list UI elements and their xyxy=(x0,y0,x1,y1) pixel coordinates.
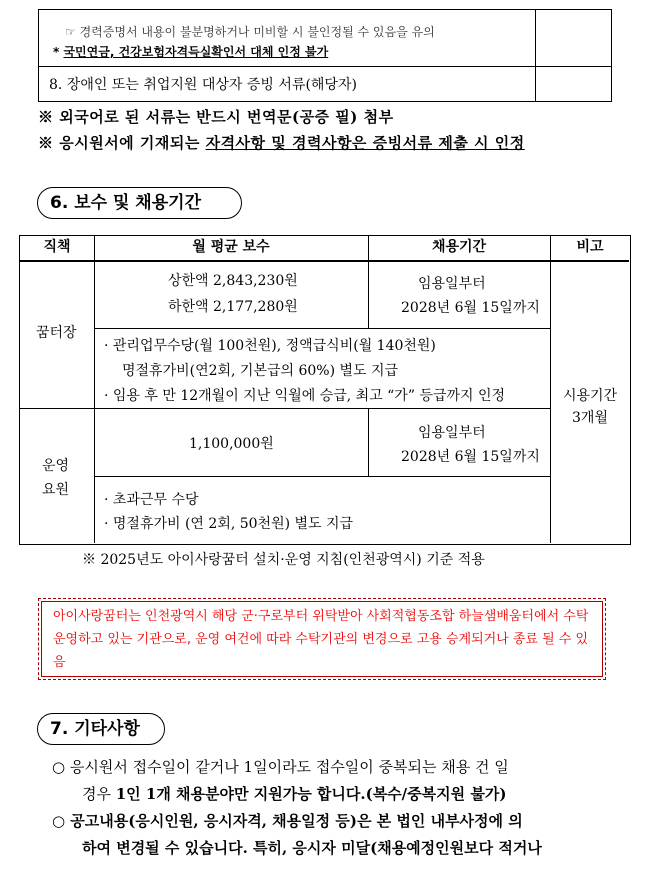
probation-label: 시용기간 xyxy=(562,388,618,404)
pay-lower-limit: 하한액 2,177,280원 xyxy=(168,299,298,315)
requirements-row-8 xyxy=(39,66,611,101)
allowance-overtime: · 초과근무 수당 xyxy=(104,492,199,508)
operator-notice-text: 아이사랑꿈터는 인천광역시 해당 군·구로부터 위탁받아 사회적협동조합 하늘샘배움터에서 수탁 운영하고 있는 기관으로, 운영 여건에 따라 수탁기관의 변경으로 고용 승계되거나 종료 될 수 있음 xyxy=(53,609,589,670)
pay-table xyxy=(19,235,631,545)
asterisk-mark: * xyxy=(53,45,60,59)
misc-item-2-line2: 하여 변경될 수 있습니다. 특히, 응시자 미달(채용예정인원보다 적거나 xyxy=(82,839,542,857)
header-remarks: 비고 xyxy=(576,239,604,255)
pay-upper-limit: 상한액 2,843,230원 xyxy=(168,273,298,289)
certification-warning-prefix: ※ 응시원서에 기재되는 xyxy=(38,134,206,152)
misc-item-2-line1: ○ 공고내용(응시인원, 응시자격, 채용일정 등)은 본 법인 내부사정에 의 xyxy=(52,812,523,830)
header-monthly-pay: 월 평균 보수 xyxy=(192,239,270,255)
insurance-note xyxy=(53,43,328,60)
header-employment-period: 채용기간 xyxy=(431,239,487,255)
misc-item-1-line1: ○ 응시원서 접수일이 같거나 1일이라도 접수일이 중복되는 채용 건 일 xyxy=(52,758,509,776)
section-6-heading: 6. 보수 및 채용기간 xyxy=(37,187,242,219)
translation-warning: ※ 외국어로 된 서류는 반드시 번역문(공증 필) 첨부 xyxy=(38,108,394,126)
misc-item-1-line2 xyxy=(82,779,506,809)
misc-item-1-bold: 1인 1개 채용분야만 지원가능 합니다.(복수/중복지원 불가) xyxy=(115,785,507,803)
pay-guideline-note: ※ 2025년도 아이사랑꿈터 설치·운영 지침(인천광역시) 기준 적용 xyxy=(82,552,485,568)
section-7-heading: 7. 기타사항 xyxy=(37,713,165,745)
pointing-finger-icon: ☞ xyxy=(65,25,76,39)
role-operator-line1: 운영 xyxy=(42,458,70,474)
insurance-note-text: 국민연금, 건강보험자격득실확인서 대체 인정 불가 xyxy=(63,45,329,59)
requirements-row-notes xyxy=(39,10,611,67)
promotion-rule: · 임용 후 만 12개월이 지난 익월에 승급, 최고 “가” 등급까지 인정 xyxy=(104,388,506,404)
allowance-holiday: 명절휴가비(연2회, 기본급의 60%) 별도 지급 xyxy=(122,363,399,379)
probation-duration: 3개월 xyxy=(572,410,608,426)
misc-item-1-prefix: 경우 xyxy=(82,785,116,803)
certification-warning xyxy=(38,132,525,153)
disability-document-item: 8. 장애인 또는 취업지원 대상자 증빙 서류(해당자) xyxy=(49,77,357,93)
career-note xyxy=(65,23,435,40)
header-position: 직책 xyxy=(43,239,71,255)
operator-pay: 1,100,000원 xyxy=(189,436,274,452)
career-note-text: 경력증명서 내용이 불분명하거나 미비할 시 불인정될 수 있음을 유의 xyxy=(79,25,435,39)
role-kkumteojang: 꿈터장 xyxy=(36,325,77,341)
period-start-1: 임용일부터 xyxy=(418,276,486,292)
allowance-holiday-2: · 명절휴가비 (연 2회, 50천원) 별도 지급 xyxy=(104,516,354,532)
period-start-2: 임용일부터 xyxy=(418,425,486,441)
allowance-management: · 관리업무수당(월 100천원), 정액급식비(월 140천원) xyxy=(104,338,436,354)
requirements-table xyxy=(38,9,612,102)
period-end-1: 2028년 6월 15일까지 xyxy=(401,300,540,316)
certification-warning-underlined: 자격사항 및 경력사항은 증빙서류 제출 시 인정 xyxy=(205,134,525,152)
operator-notice-box xyxy=(38,598,606,680)
role-operator-line2: 요원 xyxy=(42,482,70,498)
period-end-2: 2028년 6월 15일까지 xyxy=(401,449,540,465)
